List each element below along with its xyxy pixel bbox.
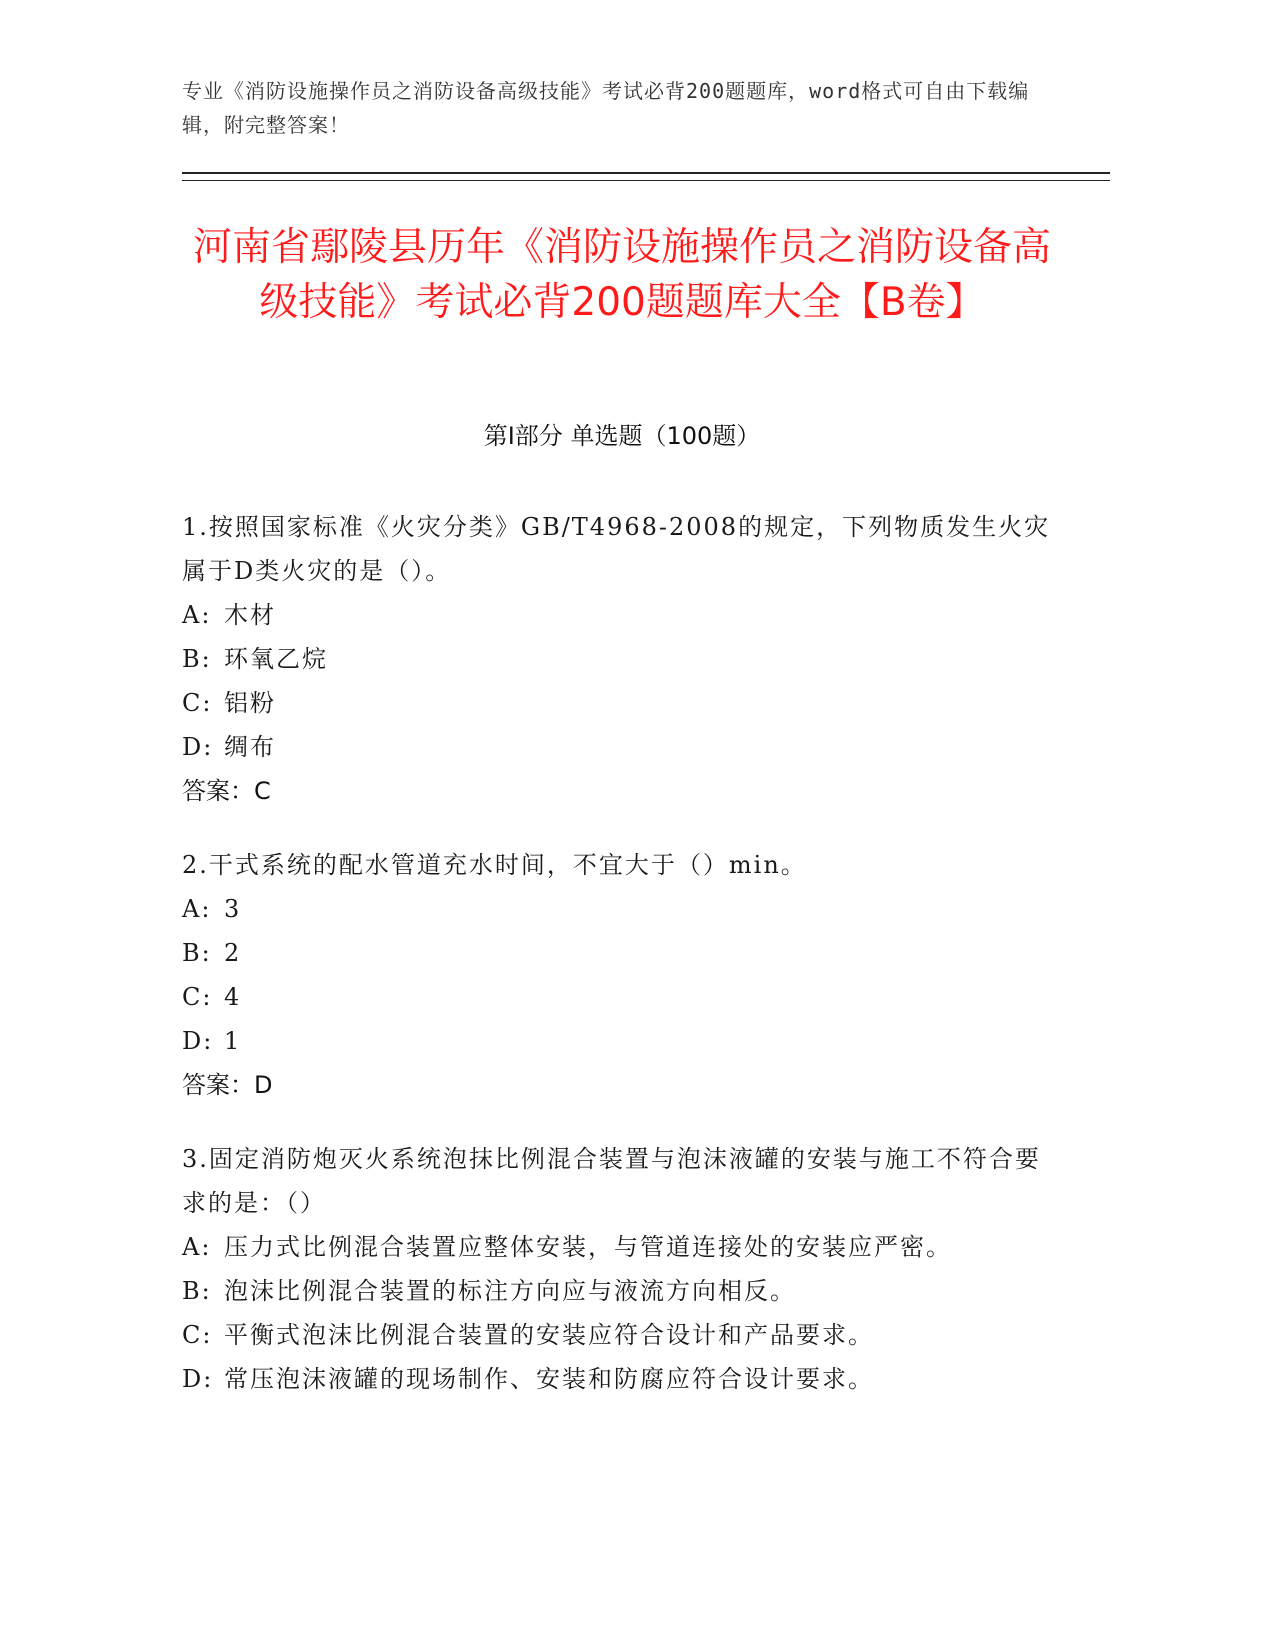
option-text: 2 xyxy=(224,939,242,967)
answer-line: 答案：D xyxy=(182,1071,273,1099)
option-text: 常压泡沫液罐的现场制作、安装和防腐应符合设计要求。 xyxy=(224,1365,874,1393)
option-letter: D: xyxy=(182,1365,214,1393)
document-title: 河南省鄢陵县历年《消防设施操作员之消防设备高级技能》考试必背200题题库大全【B卷】 xyxy=(192,225,1051,325)
option-text: 绸布 xyxy=(224,733,276,761)
option-letter: A: xyxy=(182,601,212,629)
question-text: 2.干式系统的配水管道充水时间，不宜大于（）min。 xyxy=(182,851,807,879)
option-text: 压力式比例混合装置应整体安装，与管道连接处的安装应严密。 xyxy=(224,1233,952,1261)
option-b xyxy=(182,1269,1062,1313)
question-2 xyxy=(182,843,1062,1107)
header-divider-thick xyxy=(182,172,1110,174)
option-text: 平衡式泡沫比例混合装置的安装应符合设计和产品要求。 xyxy=(224,1321,874,1349)
option-a xyxy=(182,593,1062,637)
header-divider-thin xyxy=(182,180,1110,181)
option-text: 环氧乙烷 xyxy=(224,645,328,673)
question-3 xyxy=(182,1137,1062,1401)
question-list xyxy=(182,505,1062,1431)
option-letter: C: xyxy=(182,1321,213,1349)
option-c xyxy=(182,1313,1062,1357)
option-d xyxy=(182,1357,1062,1401)
option-letter: D: xyxy=(182,1027,214,1055)
answer-line: 答案：C xyxy=(182,777,271,805)
option-c xyxy=(182,681,1062,725)
option-letter: B: xyxy=(182,1277,212,1305)
option-letter: D: xyxy=(182,733,214,761)
option-b xyxy=(182,931,1062,975)
option-letter: B: xyxy=(182,939,212,967)
option-d xyxy=(182,725,1062,769)
option-text: 1 xyxy=(224,1027,242,1055)
question-text: 3.固定消防炮灭火系统泡抹比例混合装置与泡沫液罐的安装与施工不符合要求的是：（） xyxy=(182,1145,1041,1217)
option-letter: B: xyxy=(182,645,212,673)
option-letter: C: xyxy=(182,983,213,1011)
option-d xyxy=(182,1019,1062,1063)
option-text: 4 xyxy=(224,983,242,1011)
option-b xyxy=(182,637,1062,681)
option-c xyxy=(182,975,1062,1019)
option-text: 铝粉 xyxy=(224,689,276,717)
option-text: 3 xyxy=(224,895,242,923)
option-a xyxy=(182,887,1062,931)
option-letter: A: xyxy=(182,895,212,923)
option-letter: A: xyxy=(182,1233,212,1261)
option-text: 泡沫比例混合装置的标注方向应与液流方向相反。 xyxy=(224,1277,796,1305)
option-a xyxy=(182,1225,1062,1269)
header-note: 专业《消防设施操作员之消防设备高级技能》考试必背200题题库，word格式可自由下载编辑，附完整答案！ xyxy=(182,79,1030,137)
question-1 xyxy=(182,505,1062,813)
option-letter: C: xyxy=(182,689,213,717)
option-text: 木材 xyxy=(224,601,276,629)
section-title: 第Ⅰ部分 单选题（100题） xyxy=(483,422,761,450)
question-text: 1.按照国家标准《火灾分类》GB/T4968-2008的规定，下列物质发生火灾属于D类火灾的是（）。 xyxy=(182,513,1051,585)
